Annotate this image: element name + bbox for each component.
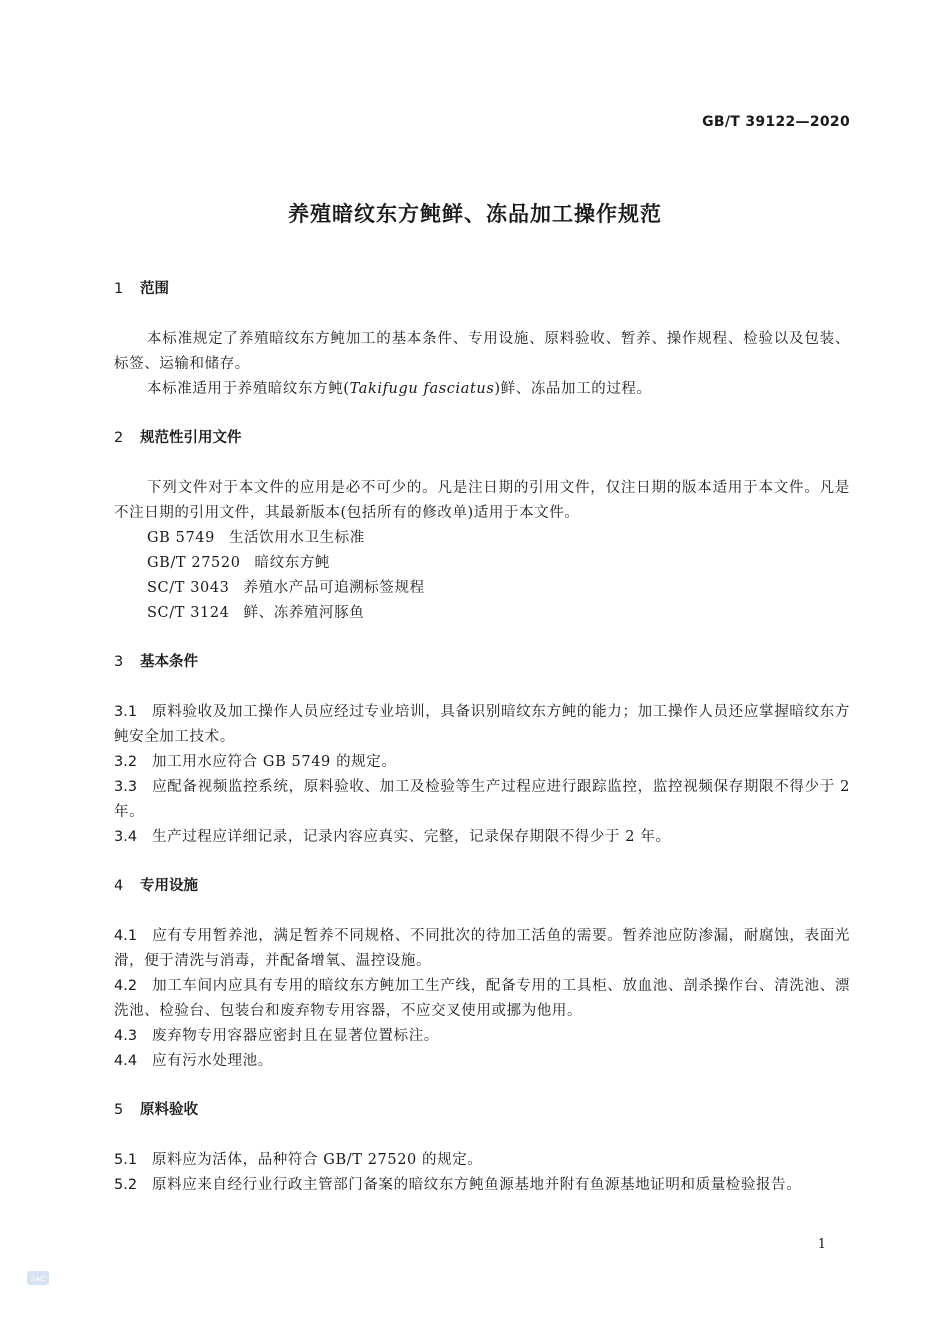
reference-item [114,551,850,576]
clause [114,775,850,825]
reference-code: SC/T 3124 [147,605,230,621]
section-heading-basic-conditions [114,650,850,674]
clause-number: 5.1 [114,1152,138,1168]
clause [114,974,850,1024]
clause-text: 生产过程应详细记录，记录内容应真实、完整，记录保存期限不得少于 2 年。 [152,829,671,845]
section-title: 规范性引用文件 [140,430,242,446]
sac-logo-icon [26,1268,50,1288]
section-heading-normative-references [114,426,850,450]
clause [114,1148,850,1173]
reference-code: GB/T 27520 [147,555,241,571]
clause-text: 原料应来自经行业行政主管部门备案的暗纹东方鲀鱼源基地并附有鱼源基地证明和质量检验报告。 [152,1177,802,1193]
section-number: 5 [114,1102,124,1118]
clause [114,1173,850,1198]
reference-code: GB 5749 [147,530,215,546]
clause-text: 应有污水处理池。 [152,1053,273,1069]
section-title: 专用设施 [140,878,198,894]
section-heading-special-facilities [114,874,850,898]
reference-title: 生活饮用水卫生标准 [228,530,365,546]
clause-number: 4.1 [114,928,138,944]
section-heading-scope [114,277,850,301]
section-title: 原料验收 [140,1102,198,1118]
reference-item [114,601,850,626]
clause-number: 3.2 [114,754,138,770]
section-title: 基本条件 [140,654,198,670]
reference-item [114,576,850,601]
paragraph: 下列文件对于本文件的应用是必不可少的。凡是注日期的引用文件，仅注日期的版本适用于本文件。凡是不注日期的引用文件，其最新版本(包括所有的修改单)适用于本文件。 [114,480,850,521]
latin-name: Takifugu fasciatus [349,381,495,397]
reference-title: 暗纹东方鲀 [254,555,331,571]
clause-number: 3.4 [114,829,138,845]
section-number: 3 [114,654,124,670]
reference-code: SC/T 3043 [147,580,230,596]
document-body [114,277,850,1198]
clause-number: 3.1 [114,704,138,720]
clause-number: 3.3 [114,779,138,795]
clause [114,700,850,750]
clause-text: 应配备视频监控系统，原料验收、加工及检验等生产过程应进行跟踪监控，监控视频保存期限不得少于 2 年。 [114,779,850,820]
page-number: 1 [817,1237,826,1252]
section-heading-raw-material-acceptance [114,1098,850,1122]
clause-text: 原料验收及加工操作人员应经过专业培训，具备识别暗纹东方鲀的能力；加工操作人员还应掌握暗纹东方鲀安全加工技术。 [114,704,850,745]
section-title: 范围 [140,281,169,297]
clause-number: 4.3 [114,1028,138,1044]
reference-title: 鲜、冻养殖河豚鱼 [243,605,365,621]
document-title: 养殖暗纹东方鲀鲜、冻品加工操作规范 [288,202,662,226]
section-number: 1 [114,281,124,297]
section-number: 2 [114,430,124,446]
clause-number: 5.2 [114,1177,138,1193]
clause [114,1049,850,1074]
clause [114,750,850,775]
clause-text: 加工车间内应具有专用的暗纹东方鲀加工生产线，配备专用的工具柜、放血池、剖杀操作台、清洗池、漂洗池、检验台、包装台和废弃物专用容器，不应交叉使用或挪为他用。 [114,978,850,1019]
clause [114,924,850,974]
clause [114,1024,850,1049]
section-number: 4 [114,878,124,894]
clause-text: 原料应为活体，品种符合 GB/T 27520 的规定。 [152,1152,483,1168]
clause [114,825,850,850]
paragraph: 本标准适用于养殖暗纹东方鲀(Takifugu fasciatus)鲜、冻品加工的过程。 [147,381,652,397]
clause-number: 4.2 [114,978,138,994]
reference-title: 养殖水产品可追溯标签规程 [243,580,425,596]
clause-text: 废弃物专用容器应密封且在显著位置标注。 [152,1028,439,1044]
clause-number: 4.4 [114,1053,138,1069]
svg-text:SAC: SAC [30,1275,46,1283]
reference-item [114,526,850,551]
clause-text: 加工用水应符合 GB 5749 的规定。 [152,754,397,770]
paragraph: 本标准规定了养殖暗纹东方鲀加工的基本条件、专用设施、原料验收、暂养、操作规程、检验以及包装、标签、运输和储存。 [114,331,850,372]
clause-text: 应有专用暂养池，满足暂养不同规格、不同批次的待加工活鱼的需要。暂养池应防渗漏，耐腐蚀，表面光滑，便于清洗与消毒，并配备增氧、温控设施。 [114,928,850,969]
standard-number: GB/T 39122—2020 [702,114,850,130]
